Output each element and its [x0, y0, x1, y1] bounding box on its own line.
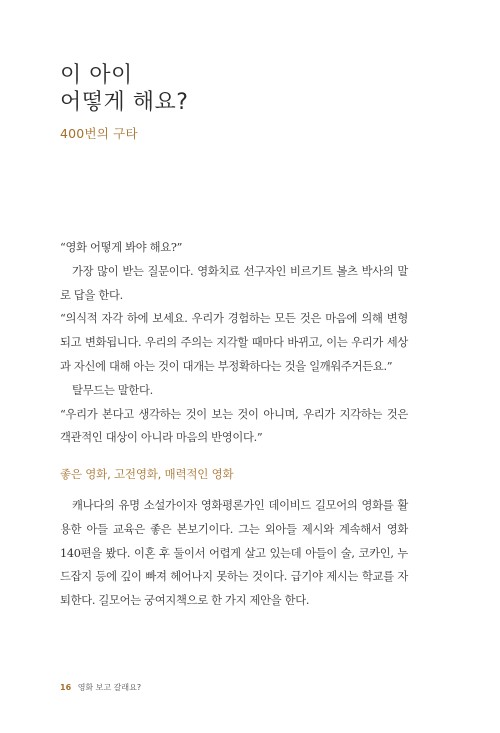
title-line-1: 이 아이: [60, 63, 133, 88]
paragraph: 캐나다의 유명 소설가이자 영화평론가인 데이비드 길모어의 영화를 활용한 아들 교육은 좋은 본보기이다. 그는 외아들 제시와 계속해서 영화 140편을 봤다. 이혼 후 둘이서 어렵게 살고 있는데 아들이 술, 코카인, 누드잡지 등에 깊이 빠져 헤어나지 못하는 것이다. 급기야 제시는 학교를 자퇴한다. 길모어는 궁여지책으로 한 가지 제안을 한다.: [60, 499, 408, 608]
section-heading: 좋은 영화, 고전영화, 매력적인 영화: [60, 467, 234, 481]
page-footer: [60, 682, 141, 693]
paragraph: “영화 어떻게 봐야 해요?”: [60, 241, 183, 254]
paragraph: “우리가 본다고 생각하는 것이 보는 것이 아니며, 우리가 지각하는 것은 객관적인 대상이 아니라 마음의 반영이다.”: [60, 407, 408, 445]
page-number: 16: [60, 683, 72, 692]
page-title: [60, 62, 188, 116]
chapter-subtitle: 400번의 구타: [60, 126, 138, 141]
section-body: [60, 494, 408, 613]
title-line-2: 어떻게 해요?: [60, 90, 189, 115]
running-title: 영화 보고 갈래요?: [77, 683, 142, 692]
body-text-block: [60, 236, 408, 450]
paragraph: 가장 많이 받는 질문이다. 영화치료 선구자인 비르기트 볼츠 박사의 말로 답을 한다.: [60, 264, 408, 302]
paragraph: “의식적 자각 하에 보세요. 우리가 경험하는 모든 것은 마음에 의해 변형되고 변화됩니다. 우리의 주의는 지각할 때마다 바뀌고, 이는 우리가 세상과 자신에 대해 아는 것이 대개는 부정확하다는 것을 일깨워주거든요.”: [60, 312, 408, 373]
paragraph: 탈무드는 말한다.: [72, 383, 153, 397]
